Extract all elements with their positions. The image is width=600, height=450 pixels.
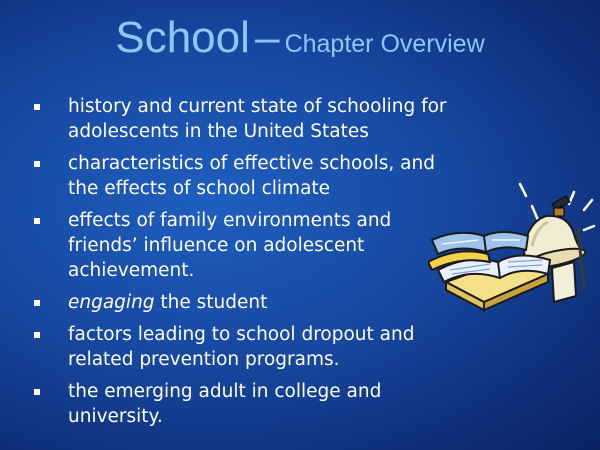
bullet-marker [34, 104, 40, 110]
bullet-list [30, 94, 460, 436]
bullet-marker [34, 332, 40, 338]
bullet-item [30, 208, 460, 283]
bullet-text: effects of family environments and friends’ influence on adolescent achievement. [68, 210, 392, 281]
bullet-item [30, 151, 460, 201]
bullet-italic-text: engaging [68, 292, 155, 313]
school-bell-and-books-icon [428, 170, 600, 320]
bullet-item [30, 379, 460, 429]
bullet-marker [34, 218, 40, 224]
bullet-marker [34, 161, 40, 167]
bullet-text: history and current state of schooling for adolescents in the United States [68, 96, 447, 142]
bullet-text: the student [154, 292, 268, 313]
title-main: School [115, 13, 250, 62]
title-subtitle: Chapter Overview [284, 30, 485, 58]
bullet-text: the emerging adult in college and university. [68, 381, 382, 427]
bullet-item [30, 94, 460, 144]
bullet-marker [34, 389, 40, 395]
title-dash: – [254, 13, 280, 62]
slide-title [0, 14, 600, 62]
bullet-marker [34, 300, 40, 306]
bullet-item [30, 290, 460, 315]
bullet-text: factors leading to school dropout and related prevention programs. [68, 324, 415, 370]
bullet-item [30, 322, 460, 372]
bullet-text: characteristics of effective schools, and the effects of school climate [68, 153, 435, 199]
